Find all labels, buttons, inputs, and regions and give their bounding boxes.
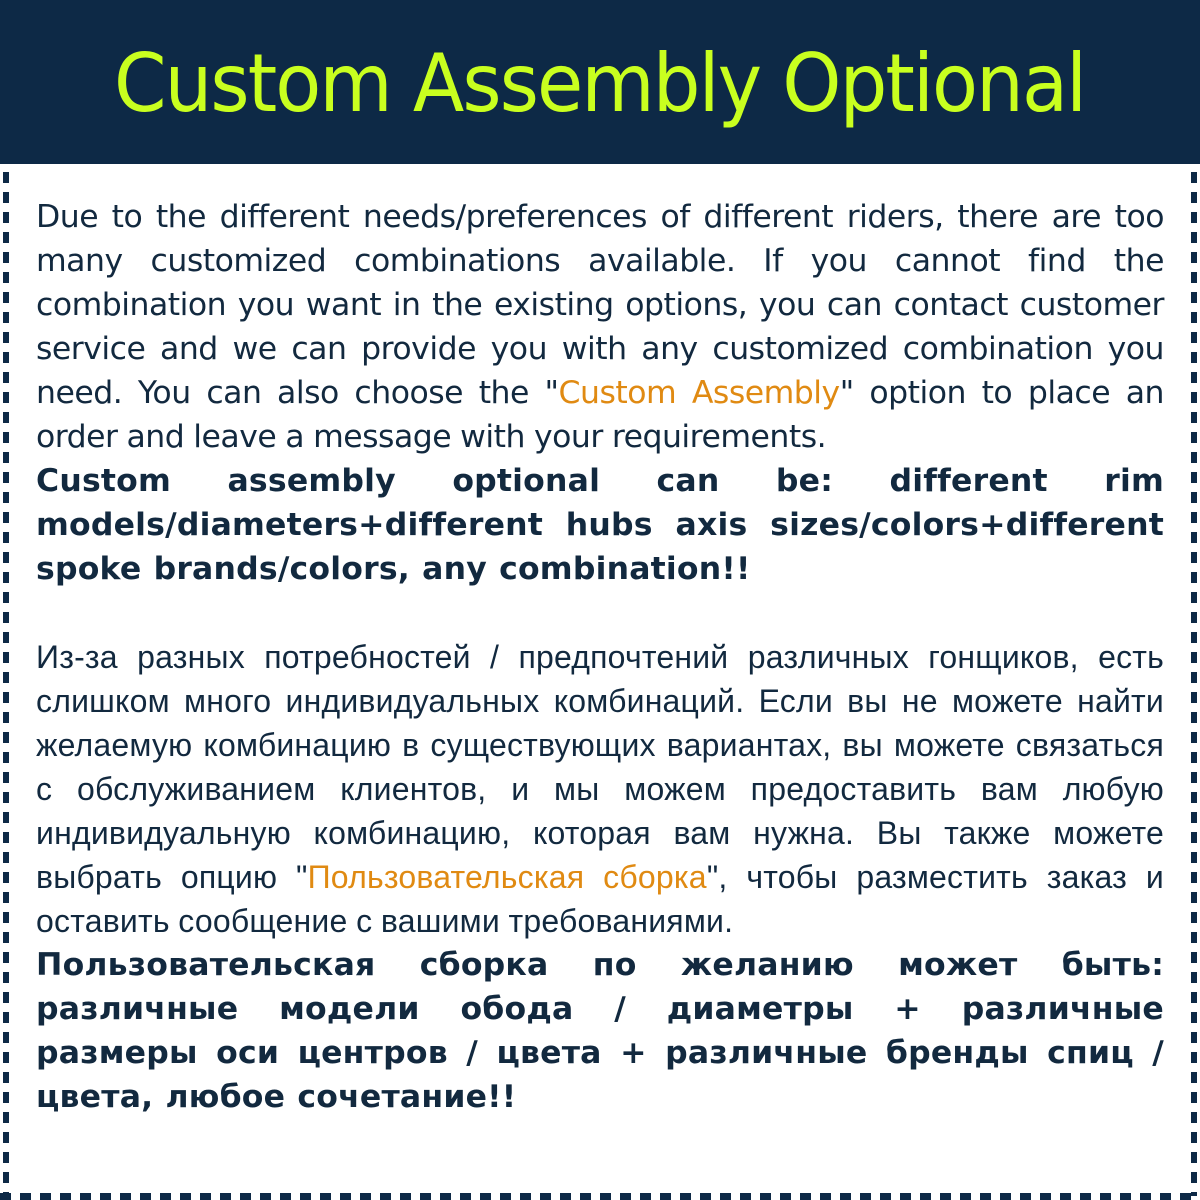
dashed-border-bottom [0,1193,1200,1200]
page-title: Custom Assembly Optional [114,37,1086,130]
english-options-note: Custom assembly optional can be: different rim models/diameters+different hubs axis sizes/colors+different spoke brands/colors, any combination!! [36,463,1164,587]
section-divider-space [36,591,1164,635]
header-banner [0,0,1200,164]
english-custom-assembly-highlight: Custom Assembly [558,375,840,411]
dashed-border-right [1191,172,1197,1196]
description-body [36,195,1164,1119]
russian-description [36,635,1164,943]
english-description [36,195,1164,459]
dashed-border-left [3,172,9,1196]
russian-custom-assembly-highlight: Пользовательская сборка [307,859,707,895]
english-intro-text: Due to the different needs/preferences of different riders, there are too many customized combinations available. If you cannot find the combination you want in the existing options, you can contact customer service and we can provide you with any customized combination you need. You can also choose the " [36,199,1164,411]
russian-options-note: Пользовательская сборка по желанию может быть: различные модели обода / диаметры + различные размеры оси центров / цвета + различные бренды спиц / цвета, любое сочетание!! [36,947,1164,1115]
english-intro-text-end: " option to place an order and leave a message with your requirements. [36,375,1165,455]
russian-intro-text: Из-за разных потребностей / предпочтений различных гонщиков, есть слишком много индивидуальных комбинаций. Если вы не можете найти желаемую комбинацию в существующих вариантах, вы можете связаться с обслуживанием клиентов, и мы можем предоставить вам любую индивидуальную комбинацию, которая вам нужна. Вы также можете выбрать опцию " [36,639,1164,895]
russian-intro-text-end: ", чтобы разместить заказ и оставить сообщение с вашими требованиями. [36,859,1165,939]
